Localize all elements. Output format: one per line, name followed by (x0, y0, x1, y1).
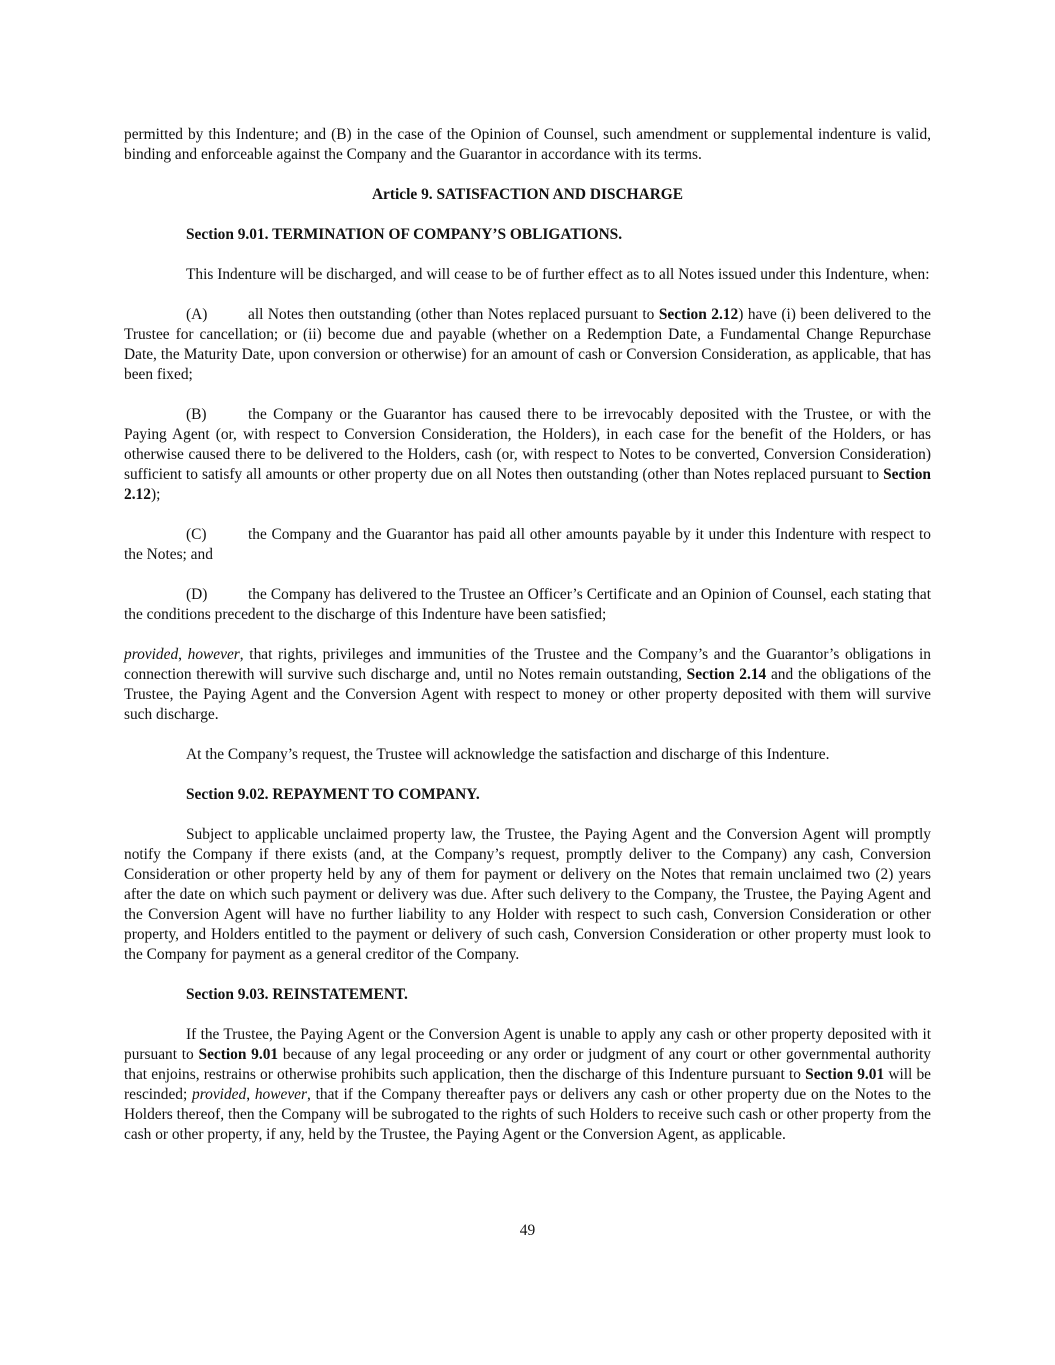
clause-a-ref: Section 2.12 (658, 306, 739, 323)
clause-b-text-1: the Company or the Guarantor has caused there to be irrevocably deposited with the Trustee, or with the Paying Agent (or, with respect to Conversion Consideration, the Holders), in each case for the benefit of the Holders, or has otherwise caused there to be delivered to the Holders, cash (or, with respect to Notes to be converted, Conversion Consideration) sufficient to satisfy all amounts or other property due on all Notes then outstanding (other than Notes replaced pursuant to (124, 406, 931, 483)
s903-text-2: because of any legal proceeding or any order or judgment of any court or other governmental authority that enjoins, restrains or otherwise prohibits such application, then the discharge of this Indenture pursuant to (124, 1046, 931, 1083)
clause-c (124, 525, 931, 565)
page-number: 49 (519, 1222, 536, 1239)
clause-d-label: (D) (186, 586, 208, 603)
s903-provided: provided (192, 1086, 247, 1103)
s903-ref-1: Section 9.01 (198, 1046, 279, 1063)
clause-c-text: the Company and the Guarantor has paid all other amounts payable by it under this Indenture with respect to the Notes; and (124, 526, 931, 563)
s903-text-1: If the Trustee, the Paying Agent or the Conversion Agent is unable to apply any cash or other property deposited with it pursuant to (124, 1026, 931, 1063)
clause-a-text-1: all Notes then outstanding (other than Notes replaced pursuant to (248, 306, 659, 323)
proviso-paragraph (124, 645, 931, 725)
proviso-ref: Section 2.14 (686, 666, 767, 683)
clause-c-label: (C) (186, 526, 207, 543)
clause-a-label: (A) (186, 306, 208, 323)
clause-b-label: (B) (186, 406, 207, 423)
acknowledgement-paragraph: At the Company’s request, the Trustee will acknowledge the satisfaction and discharge of this Indenture. (186, 746, 830, 763)
clause-b-text-2: ); (150, 486, 161, 503)
s903-text-3: will be rescinded; (124, 1066, 931, 1103)
clause-b-ref: Section 2.12 (124, 466, 931, 503)
proviso-provided: provided (124, 646, 179, 663)
clause-a (124, 305, 931, 385)
section-9-03-text (124, 1025, 931, 1145)
section-9-02-heading: Section 9.02. REPAYMENT TO COMPANY. (186, 786, 480, 803)
clause-b (124, 405, 931, 505)
document-page (124, 125, 931, 1145)
clause-d-text: the Company has delivered to the Trustee an Officer’s Certificate and an Opinion of Counsel, each stating that the conditions precedent to the discharge of this Indenture have been satisfied; (124, 586, 931, 623)
paragraph-continuation: permitted by this Indenture; and (B) in the case of the Opinion of Counsel, such amendment or supplemental indenture is valid, binding and enforceable against the Company and the Guarantor in accordance with its terms. (124, 126, 931, 163)
proviso-text-2: and the obligations of the Trustee, the Paying Agent and the Conversion Agent with respect to money or other property deposited with them will survive such discharge. (124, 666, 931, 723)
section-9-03-heading: Section 9.03. REINSTATEMENT. (186, 986, 408, 1003)
section-9-01-intro: This Indenture will be discharged, and will cease to be of further effect as to all Notes issued under this Indenture, when: (186, 266, 930, 283)
s903-however: however (254, 1086, 307, 1103)
section-9-01-heading: Section 9.01. TERMINATION OF COMPANY’S OBLIGATIONS. (186, 226, 623, 243)
proviso-text-1: , that rights, privileges and immunities of the Trustee and the Company’s and the Guarantor’s obligations in connection therewith will survive such discharge and, until no Notes remain outstanding, (124, 646, 932, 683)
s903-text-4: , that if the Company thereafter pays or delivers any cash or other property due on the Notes to the Holders thereof, then the Company will be subrogated to the rights of such Holders to receive such cash or other property from the cash or other property, if any, held by the Trustee, the Paying Agent or the Conversion Agent, as applicable. (124, 1086, 932, 1143)
section-9-02-text: Subject to applicable unclaimed property law, the Trustee, the Paying Agent and the Conversion Agent will promptly notify the Company if there exists (and, at the Company’s request, promptly deliver to the Company) any cash, Conversion Consideration or other property held by any of them for payment or delivery on the Notes that remain unclaimed two (2) years after the date on which such payment or delivery was due. After such delivery to the Company, the Trustee, the Paying Agent and the Conversion Agent will have no further liability to any Holder with respect to such cash, Conversion Consideration or other property, and Holders entitled to the payment or delivery of such cash, Conversion Consideration or other property must look to the Company for payment as a general creditor of the Company. (124, 826, 931, 963)
s903-ref-2: Section 9.01 (805, 1066, 885, 1083)
article-heading: Article 9. SATISFACTION AND DISCHARGE (371, 186, 684, 203)
proviso-comma: , (178, 646, 188, 663)
clause-a-text-2: ) have (i) been delivered to the Trustee for cancellation; or (ii) become due and payable (whether on a Redemption Date, a Fundamental Change Repurchase Date, the Maturity Date, upon conversion or otherwise) for an amount of cash or Conversion Consideration, as applicable, that has been fixed; (124, 306, 932, 383)
proviso-however: however (187, 646, 240, 663)
s903-comma: , (246, 1086, 255, 1103)
clause-d (124, 585, 931, 625)
